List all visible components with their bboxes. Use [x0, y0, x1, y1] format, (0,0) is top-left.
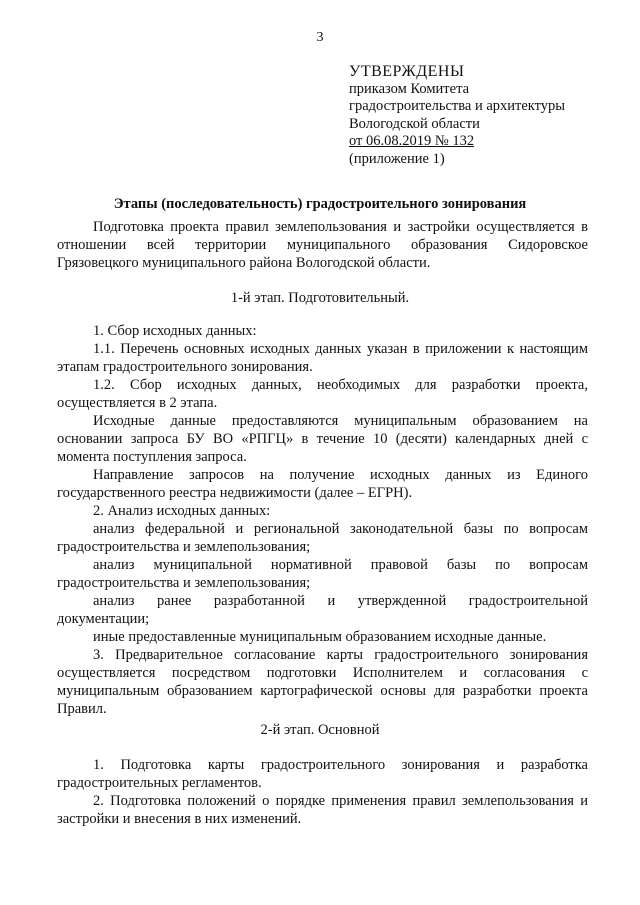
- stage-1-item: 2. Анализ исходных данных:: [93, 503, 271, 519]
- stage-1-item: Направление запросов на получение исходных данных из Единого государственного реестра недвижимости (далее – ЕГРН).: [57, 467, 588, 501]
- stage-1-item: 1.1. Перечень основных исходных данных указан в приложении к настоящим этапам градостроительного зонирования.: [57, 341, 588, 375]
- approval-line-2: градостроительства и архитектуры: [349, 98, 566, 114]
- stage-1-item: анализ муниципальной нормативной правовой базы по вопросам градостроительства и землепользования;: [57, 557, 588, 591]
- stage-1-item: Исходные данные предоставляются муниципальным образованием на основании запроса БУ ВО «РПГЦ» в течение 10 (десяти) календарных дней с момента поступления запроса.: [57, 413, 588, 465]
- stage-1-item: анализ ранее разработанной и утвержденной градостроительной документации;: [57, 593, 588, 627]
- stage-2-content: [57, 756, 588, 828]
- approval-line-3: Вологодской области: [349, 115, 480, 132]
- intro-block: [57, 218, 588, 272]
- stage-1-item: 1. Сбор исходных данных:: [93, 323, 257, 339]
- stage-2-item: 1. Подготовка карты градостроительного зонирования и разработка градостроительных регламентов.: [57, 757, 588, 791]
- approval-line-1: приказом Комитета: [349, 80, 470, 97]
- intro-paragraph: Подготовка проекта правил землепользования и застройки осуществляется в отношении всей территории муниципального образования Сидоровское Грязовецкого муниципального района Вологодской области.: [57, 219, 588, 271]
- stage-1-item: иные предоставленные муниципальным образованием исходные данные.: [93, 629, 547, 645]
- stage-1-content: [57, 322, 588, 718]
- stage-1-heading: 1-й этап. Подготовительный.: [230, 290, 410, 306]
- stage-1-item: 1.2. Сбор исходных данных, необходимых для разработки проекта, осуществляется в 2 этапа.: [57, 377, 588, 411]
- stage-2-heading: 2-й этап. Основной: [260, 722, 380, 738]
- approval-order-date: от 06.08.2019 № 132: [349, 133, 475, 149]
- stage-1-item: анализ федеральной и региональной законодательной базы по вопросам градостроительства и землепользования;: [57, 521, 588, 555]
- approval-appendix: (приложение 1): [349, 150, 445, 167]
- approval-heading: УТВЕРЖДЕНЫ: [349, 63, 465, 80]
- page-number: 3: [316, 30, 324, 45]
- stage-2-item: 2. Подготовка положений о порядке применения правил землепользования и застройки и внесения в них изменений.: [57, 793, 588, 827]
- document-title: Этапы (последовательность) градостроительного зонирования: [113, 196, 527, 212]
- approval-block: [349, 63, 565, 168]
- stage-1-item: 3. Предварительное согласование карты градостроительного зонирования осуществляется посредством подготовки Исполнителем и согласования с муниципальным образованием картографической основы для разработки проекта Правил.: [57, 647, 588, 717]
